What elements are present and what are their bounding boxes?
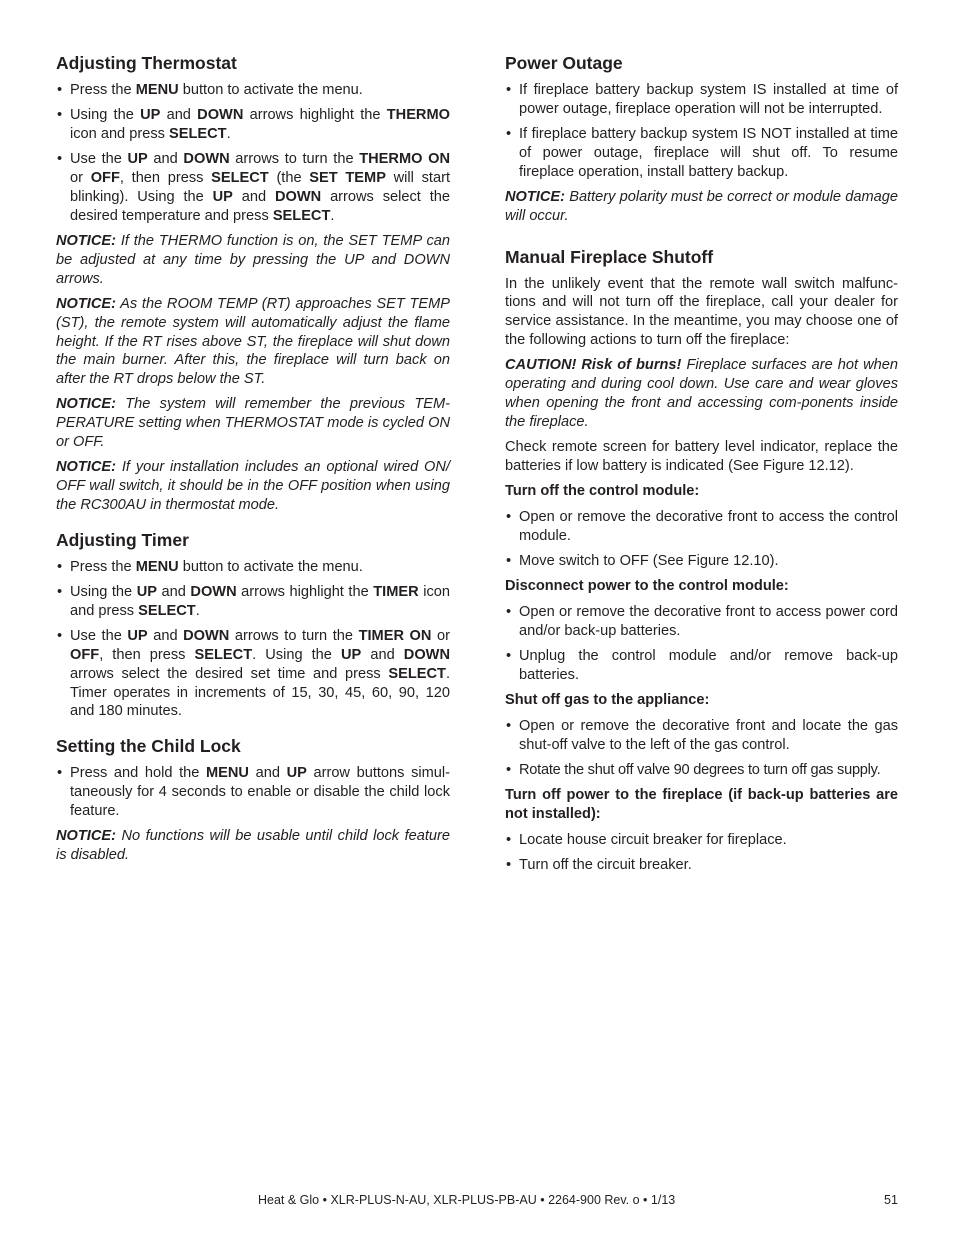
thermostat-section	[56, 52, 450, 515]
shutoff-intro: In the unlikely event that the remote wall switch malfunc-tions and will not turn off the fireplace, call your dealer for service assistance. In the meantime, you may choose one of the following actions to turn off the fireplace:	[505, 275, 898, 348]
list-item: • Press the MENU button to activate the menu.	[56, 81, 450, 100]
list-item: • Open or remove the decorative front to access power cord and/or back-up batteries.	[505, 603, 898, 641]
thermostat-heading: Adjusting Thermostat	[56, 53, 237, 73]
timer-heading: Adjusting Timer	[56, 529, 189, 550]
notice-text: NOTICE: No functions will be usable until child lock feature is disabled.	[56, 828, 450, 863]
shut-off-gas-list	[505, 717, 898, 780]
notice-text: NOTICE: As the ROOM TEMP (RT) approaches SET TEMP (ST), the remote system will automatically adjust the flame height. If the RT rises above ST, the fireplace will shut down the main burner. After this, the fireplace will turn back on after the RT drops below the ST.	[56, 295, 450, 388]
shutoff-section	[505, 246, 898, 876]
timer-steps	[56, 558, 450, 721]
timer-section	[56, 529, 450, 721]
outage-section	[505, 52, 898, 226]
list-item: • Using the UP and DOWN arrows highlight the TIMER icon and press SELECT.	[56, 583, 450, 621]
right-column	[505, 52, 898, 889]
thermostat-steps	[56, 81, 450, 226]
shutoff-heading: Manual Fireplace Shutoff	[505, 246, 714, 267]
notice-text: NOTICE: If the THERMO function is on, the SET TEMP can be adjusted at any time by pressing the UP and DOWN arrows.	[56, 233, 450, 287]
list-item: • Use the UP and DOWN arrows to turn the THERMO ON or OFF, then press SELECT (the SET TEMP will start blinking). Using the UP and DOWN arrows select the desired temperature and press SELECT.	[56, 150, 450, 225]
list-item: • Use the UP and DOWN arrows to turn the TIMER ON or OFF, then press SELECT. Using the UP and DOWN arrows select the desired set time and press SELECT. Timer operates in increments of 15, 30, 45, 60, 90, 120 and 180 minutes.	[56, 627, 450, 721]
page-number: 51	[884, 1193, 898, 1207]
disconnect-power-list	[505, 603, 898, 685]
list-item: • Open or remove the decorative front and locate the gas shut-off valve to the left of the gas control.	[505, 717, 898, 755]
notice-text: NOTICE: If your installation includes an optional wired ON/ OFF wall switch, it should be in the OFF position when using the RC300AU in thermostat mode.	[56, 459, 450, 513]
list-item: • Rotate the shut off valve 90 degrees to turn off gas supply.	[505, 761, 898, 780]
list-item: • Press the MENU button to activate the menu.	[56, 558, 450, 577]
list-item: • Press and hold the MENU and UP arrow buttons simul-taneously for 4 seconds to enable or disable the child lock feature.	[56, 764, 450, 820]
subhead-turn-off-power: Turn off power to the fireplace (if back-up batteries are not installed):	[505, 787, 898, 823]
list-item: • Locate house circuit breaker for fireplace.	[505, 831, 898, 850]
childlock-heading: Setting the Child Lock	[56, 736, 241, 757]
childlock-section	[56, 735, 450, 864]
childlock-steps	[56, 764, 450, 820]
footer-text: Heat & Glo • XLR-PLUS-N-AU, XLR-PLUS-PB-AU • 2264-900 Rev. o • 1/13	[258, 1193, 676, 1207]
turn-off-power-list	[505, 831, 898, 875]
caution-text: CAUTION! Risk of burns! Fireplace surfaces are hot when operating and during cool down. Use care and wear gloves when opening the front and accessing com-ponents inside the fireplace.	[505, 357, 898, 430]
list-item: • Using the UP and DOWN arrows highlight the THERMO icon and press SELECT.	[56, 106, 450, 144]
outage-list	[505, 81, 898, 181]
list-item: • If fireplace battery backup system IS installed at time of power outage, fireplace operation will not be interrupted.	[505, 81, 898, 119]
left-column	[56, 52, 450, 879]
list-item: • Move switch to OFF (See Figure 12.10).	[505, 552, 898, 571]
subhead-shut-off-gas: Shut off gas to the appliance:	[505, 692, 710, 709]
subhead-control-module: Turn off the control module:	[505, 483, 700, 500]
outage-heading: Power Outage	[505, 53, 623, 73]
control-module-list	[505, 508, 898, 571]
subhead-disconnect-power: Disconnect power to the control module:	[505, 578, 789, 595]
notice-text: NOTICE: Battery polarity must be correct or module damage will occur.	[505, 188, 898, 224]
battery-text: Check remote screen for battery level indicator, replace the batteries if low battery is indicated (See Figure 12.12).	[505, 438, 898, 474]
list-item: • Turn off the circuit breaker.	[505, 856, 898, 875]
list-item: • Unplug the control module and/or remove back-up batteries.	[505, 647, 898, 685]
list-item: • Open or remove the decorative front to access the control module.	[505, 508, 898, 546]
notice-text: NOTICE: The system will remember the previous TEM-PERATURE setting when THERMOSTAT mode is cycled ON or OFF.	[56, 396, 450, 451]
list-item: • If fireplace battery backup system IS NOT installed at time of power outage, fireplace will shut off. To resume fireplace operation, install battery backup.	[505, 125, 898, 181]
